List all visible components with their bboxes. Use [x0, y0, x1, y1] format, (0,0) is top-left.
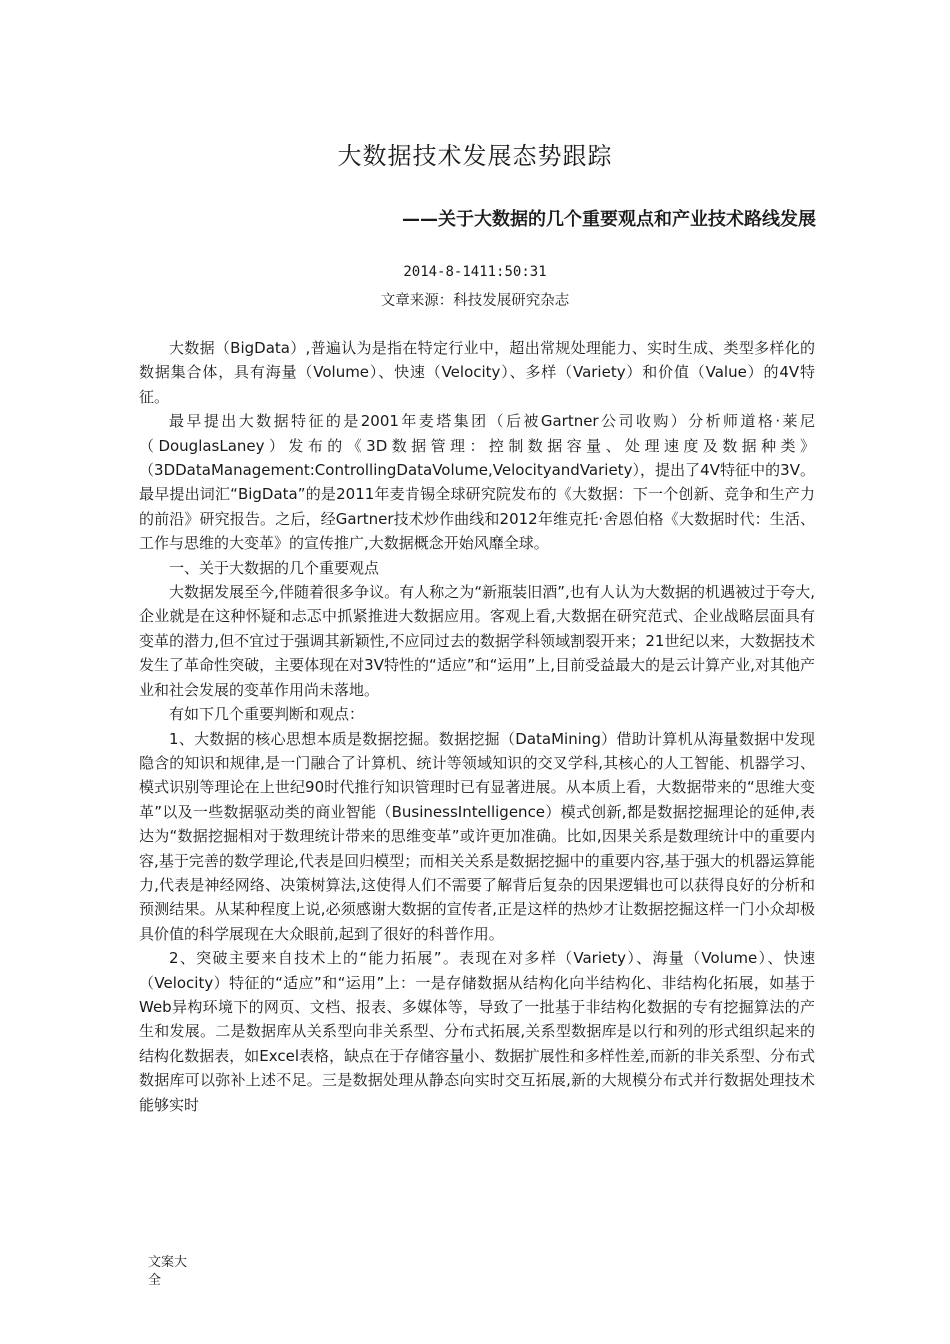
paragraph: 有如下几个重要判断和观点：: [169, 705, 365, 724]
paragraph: 1、大数据的核心思想本质是数据挖掘。数据挖掘（DataMining）借助计算机从海量数据中发现隐含的知识和规律,是一门融合了计算机、统计等领域知识的交叉学科,其核心的人工智能、机器学习、模式识别等理论在上世纪90时代推行知识管理时已有显著进展。从本质上看，大数据带来的“思维大变革”以及一些数据驱动类的商业智能（BusinessIntelligence）模式创新,都是数据挖掘理论的延伸,表达为“数据挖掘相对于数理统计带来的思维变革”或许更加准确。比如,因果关系是数理统计中的重要内容,基于完善的数学理论,代表是回归模型；而相关关系是数据挖掘中的重要内容,基于强大的机器运算能力,代表是神经网络、决策树算法,这使得人们不需要了解背后复杂的因果逻辑也可以获得良好的分析和预测结果。从某种程度上说,必须感谢大数据的宣传者,正是这样的热炒才让数据挖掘这样一门小众却极具价值的科学展现在大众眼前,起到了很好的科普作用。: [139, 729, 815, 943]
page-title: 大数据技术发展态势跟踪: [337, 142, 613, 170]
section-heading: 一、关于大数据的几个重要观点: [169, 558, 380, 577]
paragraph: 2、突破主要来自技术上的“能力拓展”。表现在对多样（Variety）、海量（Volume）、快速（Velocity）特征的“适应”和“运用”上：一是存储数据从结构化向半结构化、非结构化拓展，如基于Web异构环境下的网页、文档、报表、多媒体等，导致了一批基于非结构化数据的专有挖掘算法的产生和发展。二是数据库从关系型向非关系型、分布式拓展,关系型数据库是以行和列的形式组织起来的结构化数据表，如Excel表格，缺点在于存储容量小、数据扩展性和多样性差,而新的非关系型、分布式数据库可以弥补上述不足。三是数据处理从静态向实时交互拓展,新的大规模分布式并行数据处理技术能够实时: [139, 949, 815, 1114]
footer-note: 文案大全: [148, 1255, 188, 1288]
page-subtitle: ——关于大数据的几个重要观点和产业技术路线发展: [402, 209, 816, 230]
paragraph: 最早提出大数据特征的是2001年麦塔集团（后被Gartner公司收购）分析师道格·莱尼（DouglasLaney）发布的《3D数据管理：控制数据容量、处理速度及数据种类》（3DDataManagement:ControllingDataVolume,VelocityandVariety），提出了4V特征中的3V。最早提出词汇“BigData”的是2011年麦肯锡全球研究院发布的《大数据：下一个创新、竞争和生产力的前沿》研究报告。之后，经Gartner技术炒作曲线和2012年维克托·舍恩伯格《大数据时代：生活、工作与思维的大变革》的宣传推广,大数据概念开始风靡全球。: [139, 412, 815, 553]
publish-date: 2014-8-1411:50:31: [403, 264, 547, 280]
article-body: [139, 336, 815, 1117]
paragraph: 大数据（BigData）,普遍认为是指在特定行业中，超出常规处理能力、实时生成、类型多样化的数据集合体，具有海量（Volume）、快速（Velocity）、多样（Variety）和价值（Value）的4V特征。: [139, 339, 815, 406]
article-source: 文章来源：科技发展研究杂志: [380, 293, 570, 309]
paragraph: 大数据发展至今,伴随着很多争议。有人称之为“新瓶装旧酒”,也有人认为大数据的机遇被过于夸大,企业就是在这种怀疑和忐忑中抓紧推进大数据应用。客观上看,大数据在研究范式、企业战略层面具有变革的潜力,但不宜过于强调其新颖性,不应同过去的数据学科领域割裂开来；21世纪以来，大数据技术发生了革命性突破，主要体现在对3V特性的“适应”和“运用”上,目前受益最大的是云计算产业,对其他产业和社会发展的变革作用尚未落地。: [139, 583, 815, 699]
